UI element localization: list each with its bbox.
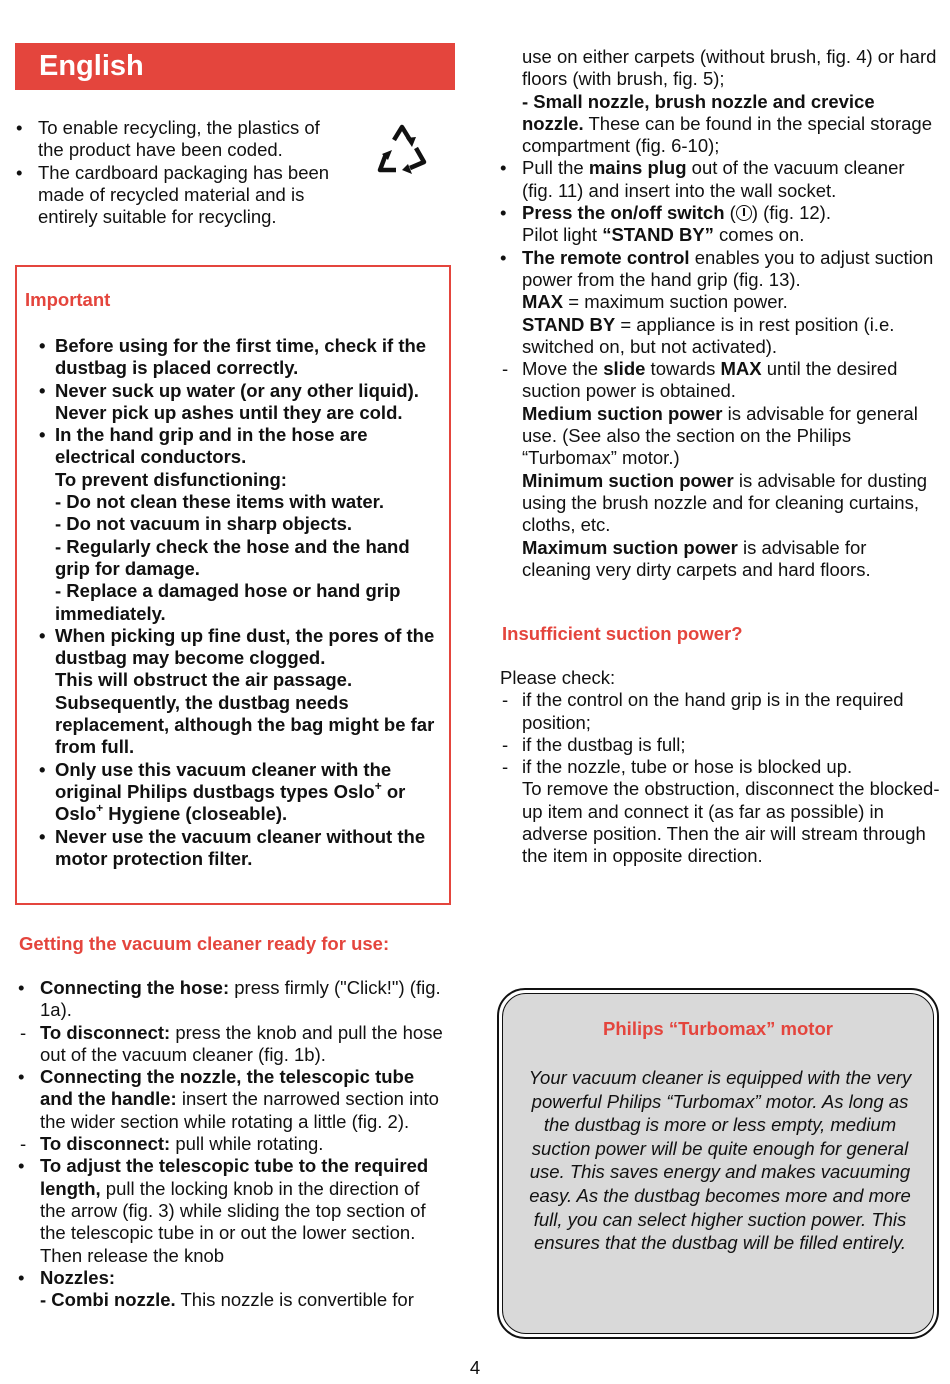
- sub-line: - Do not vacuum in sharp objects.: [55, 513, 353, 535]
- bold-run: STAND BY: [522, 313, 616, 335]
- bold-run: Connecting the hose:: [40, 977, 230, 998]
- bold-run: slide: [603, 358, 646, 380]
- list-item: [500, 756, 940, 867]
- list-item: [18, 1066, 448, 1133]
- list-item: [18, 1155, 448, 1266]
- bold-run: “STAND BY”: [602, 224, 714, 246]
- important-list: [39, 335, 439, 870]
- superscript: +: [374, 778, 382, 793]
- text-run: if the nozzle, tube or hose is blocked up.: [522, 756, 853, 778]
- superscript: +: [96, 801, 104, 816]
- text-run: enables you to adjust suction power from the hand grip (fig. 13).: [522, 246, 934, 290]
- bold-run: MAX: [522, 291, 564, 313]
- bold-run: To disconnect:: [40, 1021, 171, 1043]
- bold-run: To disconnect:: [40, 1133, 171, 1155]
- text-run: press firmly ("Click!") (fig. 1a).: [40, 977, 441, 1021]
- text-run: = appliance is in rest position (i.e. switched on, but not activated).: [522, 313, 895, 357]
- section-header: [15, 43, 455, 90]
- text-run: or Oslo: [55, 780, 406, 825]
- list-item: • Before using for the first time, check if the dustbag is placed correctly.: [39, 335, 439, 380]
- text-block: [500, 91, 940, 158]
- bold-run: - Small nozzle, brush nozzle and crevice nozzle.: [522, 90, 875, 134]
- list-item: [500, 247, 940, 358]
- sub-line: - Do not clean these items with water.: [55, 491, 384, 513]
- page-number: 4: [469, 1357, 481, 1378]
- list-item: [500, 202, 940, 247]
- bold-run: The remote control: [522, 246, 690, 268]
- important-title: Important: [25, 289, 111, 310]
- bold-run: - Combi nozzle.: [40, 1289, 176, 1311]
- text-run: These can be found in the special storage compartment (fig. 6-10);: [522, 112, 932, 157]
- getting-ready-title: Getting the vacuum cleaner ready for use:: [19, 933, 390, 954]
- list-item: [18, 1022, 448, 1067]
- turbomax-text: Your vacuum cleaner is equipped with the very powerful Philips “Turbomax” motor. As long as the dustbag is more or less empty, medium suction power will be quite enough for general use. This saves energy and makes vacuuming easy. As the dustbag becomes more and more full, you can select higher suction power. This ensures that the dustbag will be filled entirely.: [528, 1067, 912, 1254]
- sub-line: - Replace a damaged hose or hand grip immediately.: [55, 580, 401, 624]
- text-block: use on either carpets (without brush, fig. 4) or hard floors (with brush, fig. 5);: [522, 46, 937, 90]
- list-item: [500, 358, 940, 581]
- text-run: press the knob and pull the hose out of the vacuum cleaner (fig. 1b).: [40, 1021, 443, 1065]
- list-item: [39, 424, 439, 625]
- recycling-list: [16, 117, 346, 228]
- text-run: = maximum suction power.: [563, 291, 788, 313]
- text-run: pull while rotating.: [170, 1133, 324, 1155]
- text-run: (: [724, 202, 736, 224]
- intro-text: Please check:: [500, 667, 616, 688]
- text-run: Hygiene (closeable).: [103, 803, 288, 825]
- bold-run: mains plug: [588, 157, 687, 179]
- instructions-continued: [500, 46, 940, 581]
- text-run: is advisable for cleaning very dirty carpets and hard floors.: [522, 536, 871, 580]
- list-item: - if the control on the hand grip is in the required position;: [500, 689, 940, 734]
- list-item: [500, 157, 940, 202]
- list-item: [18, 1133, 448, 1155]
- text-run: Pull the: [522, 157, 589, 179]
- insufficient-list: [500, 667, 940, 868]
- text-run: until the desired suction power is obtained.: [522, 358, 898, 402]
- section-title: English: [39, 50, 144, 82]
- list-item: [18, 977, 448, 1022]
- bold-run: MAX: [720, 358, 762, 380]
- list-item: • Never use the vacuum cleaner without the motor protection filter.: [39, 826, 439, 871]
- text-run: This nozzle is convertible for: [175, 1289, 414, 1311]
- insufficient-title: Insufficient suction power?: [502, 623, 743, 644]
- text-run: towards: [645, 358, 721, 380]
- text-run: Only use this vacuum cleaner with the original Philips dustbags types Oslo: [55, 758, 392, 802]
- text-run: out of the vacuum cleaner (fig. 11) and insert into the wall socket.: [522, 157, 905, 201]
- recycle-icon: [372, 120, 432, 180]
- list-item: • The cardboard packaging has been made of recycled material and is entirely suitable for recycling.: [16, 162, 346, 229]
- text-run: comes on.: [713, 224, 805, 246]
- bold-run: To adjust the telescopic tube to the required length,: [40, 1155, 429, 1199]
- list-item: [18, 1267, 448, 1312]
- list-item: [39, 759, 439, 826]
- list-item-text: • When picking up fine dust, the pores of the dustbag may become clogged.: [55, 624, 435, 669]
- bold-run: Press the on/off switch: [522, 202, 725, 224]
- list-item-text: • In the hand grip and in the hose are electrical conductors.: [55, 424, 368, 468]
- list-item: • Never suck up water (or any other liquid). Never pick up ashes until they are cold.: [39, 380, 439, 425]
- list-item: - if the dustbag is full;: [500, 734, 940, 756]
- text-run: ) (fig. 12).: [751, 202, 831, 224]
- list-item: • To enable recycling, the plastics of the product have been coded.: [16, 117, 346, 162]
- bold-run: Maximum suction power: [522, 536, 738, 558]
- getting-ready-list: [18, 977, 448, 1311]
- list-item: [39, 625, 439, 759]
- power-icon: [736, 205, 752, 221]
- text-run: To remove the obstruction, disconnect the blocked-up item and connect it (as far as possible) in adverse position. Then the air will stream through the item in opposite direction.: [522, 778, 940, 867]
- sub-line: To prevent disfunctioning:: [55, 468, 287, 490]
- text-run: Move the: [522, 358, 604, 380]
- text-run: Pilot light: [522, 224, 603, 246]
- text-run: insert the narrowed section into the wider section while rotating a little (fig. 2).: [40, 1088, 439, 1132]
- text-run: is advisable for general use. (See also the section on the Philips “Turbomax” motor.): [522, 402, 918, 469]
- bold-run: Nozzles:: [40, 1266, 116, 1288]
- bold-run: Minimum suction power: [522, 469, 734, 491]
- text-run: pull the locking knob in the direction of the arrow (fig. 3) while sliding the top section of the telescopic tube in or out the lower section. Then release the knob: [40, 1177, 426, 1266]
- bold-run: Medium suction power: [522, 402, 723, 424]
- turbomax-title: Philips “Turbomax” motor: [603, 1018, 833, 1039]
- text-run: is advisable for dusting using the brush nozzle and for cleaning curtains, cloths, etc.: [522, 469, 928, 536]
- sub-line: - Regularly check the hose and the hand grip for damage.: [55, 535, 410, 579]
- sub-line: This will obstruct the air passage. Subsequently, the dustbag needs replacement, although the bag might be far from full.: [55, 669, 435, 758]
- bold-run: Connecting the nozzle, the telescopic tube and the handle:: [40, 1066, 415, 1110]
